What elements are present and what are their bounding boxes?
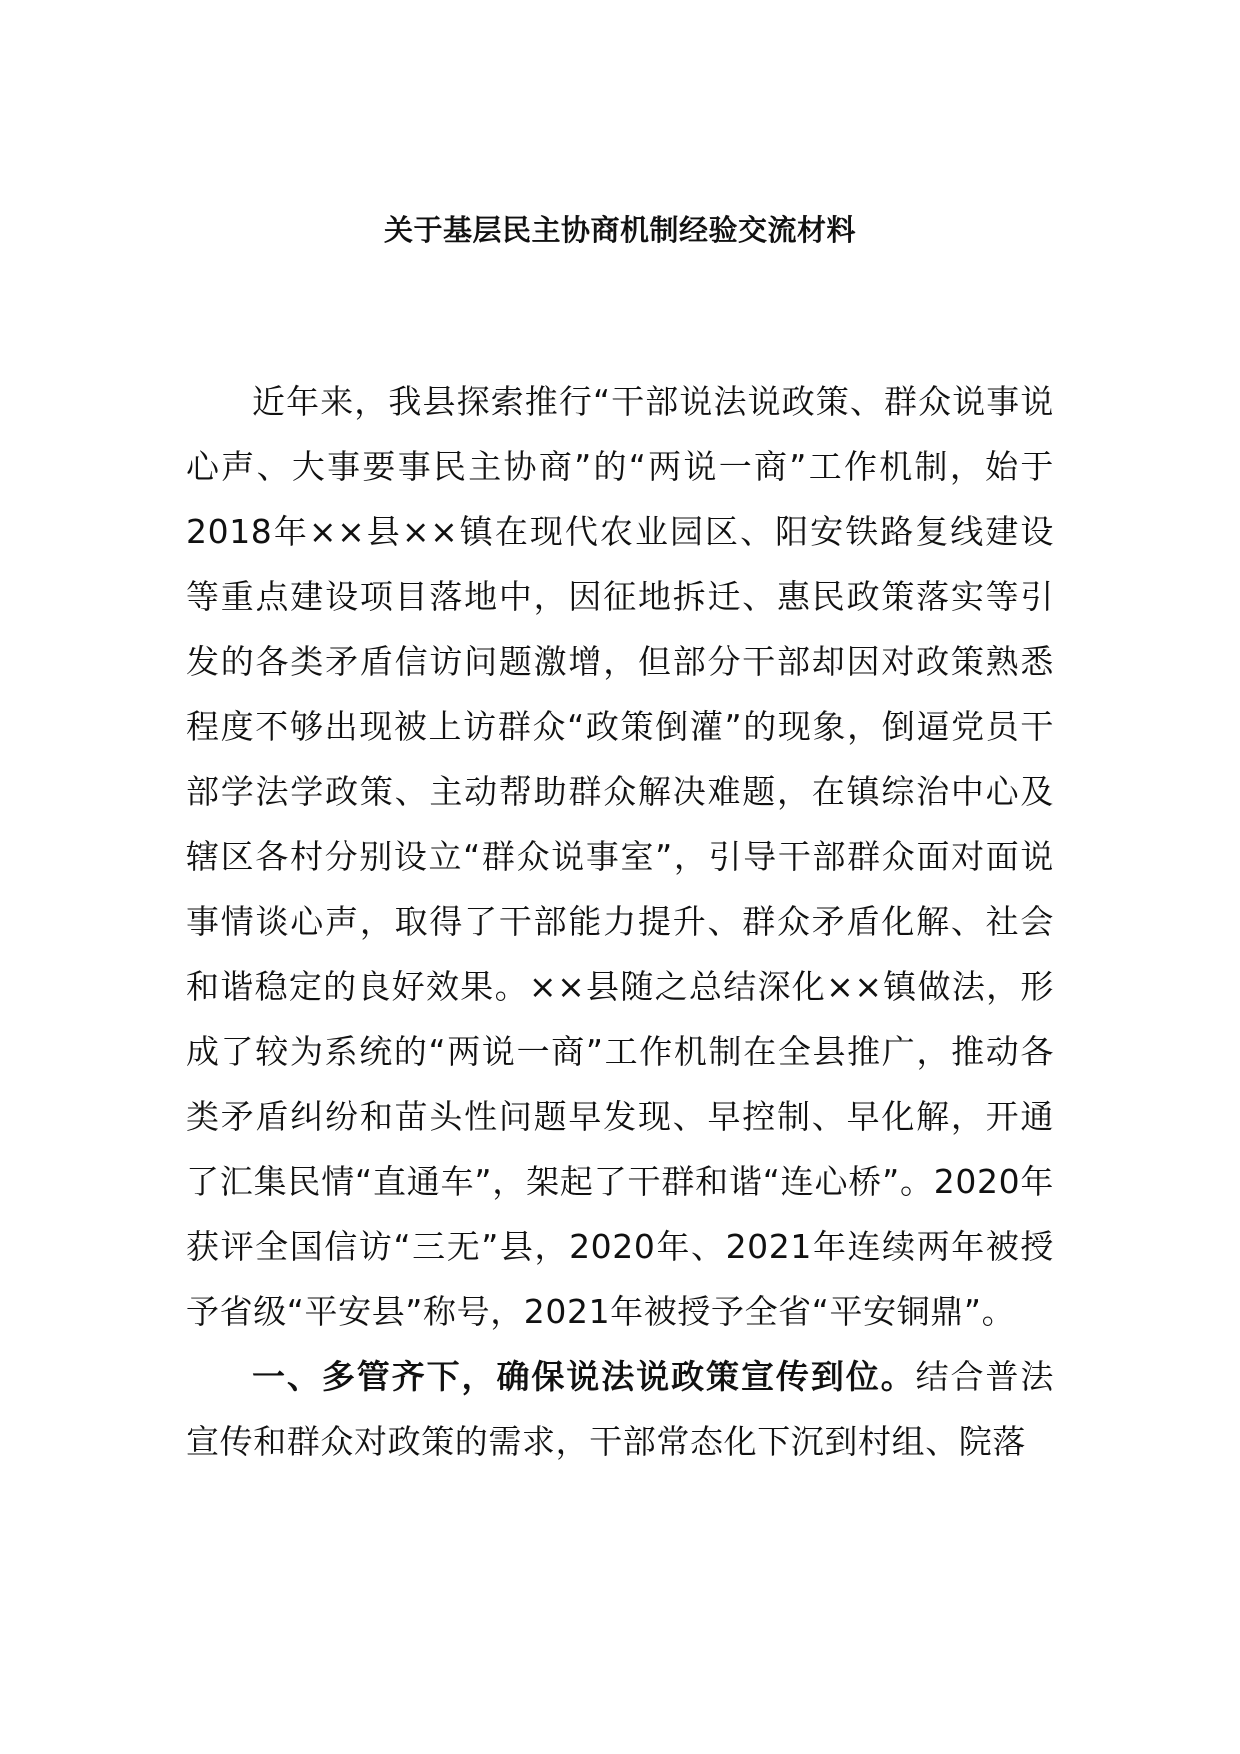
paragraph-intro-text: 近年来，我县探索推行“干部说法说政策、群众说事说心声、大事要事民主协商”的“两说一商”工作机制，始于2018年××县××镇在现代农业园区、阳安铁路复线建设等重点建设项目落地中，因征地拆迁、惠民政策落实等引发的各类矛盾信访问题激增，但部分干部却因对政策熟悉程度不够出现被上访群众“政策倒灌”的现象，倒逼党员干部学法学政策、主动帮助群众解决难题，在镇综治中心及辖区各村分别设立“群众说事室”，引导干部群众面对面说事情谈心声，取得了干部能力提升、群众矛盾化解、社会和谐稳定的良好效果。××县随之总结深化××镇做法，形成了较为系统的“两说一商”工作机制在全县推广，推动各类矛盾纠纷和苗头性问题早发现、早控制、早化解，开通了汇集民情“直通车”，架起了干群和谐“连心桥”。2020年获评全国信访“三无”县，2020年、2021年连续两年被授予省级“平安县”称号，2021年被授予全省“平安铜鼎”。 [186, 382, 1054, 1331]
document-body [186, 369, 1054, 1474]
section-one-heading: 一、多管齐下，确保说法说政策宣传到位。 [252, 1357, 916, 1396]
paragraph-intro [186, 369, 1054, 1344]
section-one-text: 结合普法宣传和群众对政策的需求，干部常态化下沉到村组、院落 [186, 1357, 1054, 1461]
document-title: 关于基层民主协商机制经验交流材料 [383, 213, 856, 247]
paragraph-section-one [186, 1344, 1054, 1474]
